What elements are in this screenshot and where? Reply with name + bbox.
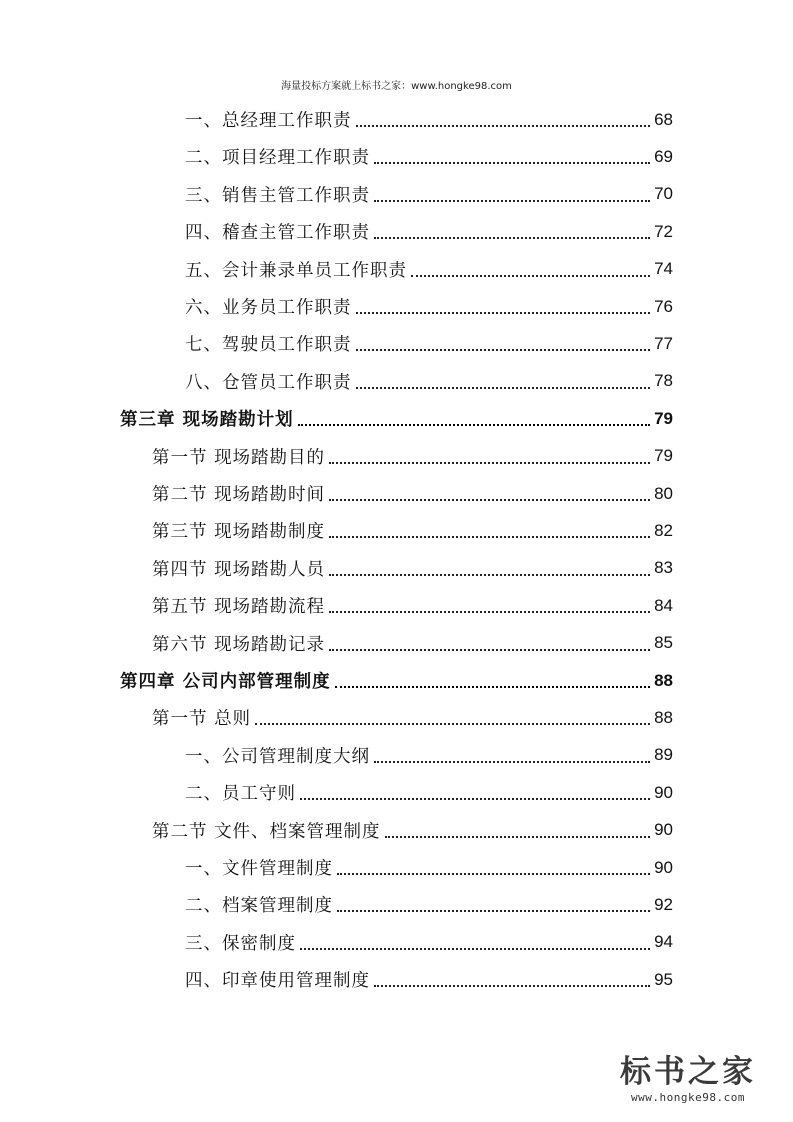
toc-entry[interactable] [152, 699, 673, 736]
toc-page-number: 83 [654, 558, 673, 578]
toc-page-number: 68 [654, 109, 673, 129]
toc-dot-leader [329, 648, 650, 651]
toc-entry-label: 第五节 现场踏勘流程 [152, 597, 326, 618]
toc-entry[interactable] [185, 138, 673, 175]
toc-entry[interactable] [185, 774, 673, 811]
watermark-logo [603, 1046, 773, 1104]
toc-dot-leader [385, 835, 651, 838]
toc-entry-label: 第六节 现场踏勘记录 [152, 634, 326, 655]
toc-entry[interactable] [152, 512, 673, 549]
toc-entry[interactable] [152, 587, 673, 624]
toc-page-number: 95 [654, 969, 673, 989]
toc-entry[interactable] [152, 550, 673, 587]
toc-entry-label: 第二节 文件、档案管理制度 [152, 821, 381, 842]
toc-dot-leader [329, 573, 650, 576]
toc-page-number: 90 [654, 857, 673, 877]
toc-entry[interactable] [185, 924, 673, 961]
toc-page-number: 74 [654, 259, 673, 279]
toc-dot-leader [356, 124, 651, 127]
toc-entry[interactable] [185, 251, 673, 288]
toc-page-number: 70 [654, 184, 673, 204]
toc-entry[interactable] [185, 213, 673, 250]
toc-dot-leader [329, 610, 650, 613]
toc-dot-leader [337, 872, 650, 875]
toc-dot-leader [356, 386, 651, 389]
toc-entry-label: 三、保密制度 [185, 933, 296, 954]
page-header: 海量投标方案就上标书之家：www.hongke98.com [281, 81, 512, 92]
toc-page-number: 85 [654, 633, 673, 653]
toc-dot-leader [300, 947, 650, 950]
toc-page-number: 78 [654, 371, 673, 391]
toc-dot-leader [335, 685, 650, 688]
toc-page-number: 94 [654, 932, 673, 952]
toc-dot-leader [356, 311, 651, 314]
toc-entry-label: 第四章 公司内部管理制度 [120, 672, 331, 692]
toc-entry[interactable] [152, 475, 673, 512]
toc-dot-leader [329, 535, 650, 538]
toc-page-number: 79 [654, 408, 673, 428]
toc-entry-label: 第三节 现场踏勘制度 [152, 522, 326, 543]
toc-dot-leader [374, 236, 650, 239]
logo-text: 标书之家 [620, 1054, 756, 1090]
toc-dot-leader [374, 199, 650, 202]
toc-entry-label: 二、档案管理制度 [185, 896, 333, 917]
logo-url: www.hongke98.com [631, 1091, 745, 1104]
toc-entry[interactable] [185, 961, 673, 998]
toc-page-number: 82 [654, 520, 673, 540]
toc-dot-leader [374, 760, 650, 763]
toc-dot-leader [356, 348, 651, 351]
toc-entry-label: 二、员工守则 [185, 784, 296, 805]
toc-dot-leader [411, 274, 650, 277]
toc-entry-label: 四、稽查主管工作职责 [185, 223, 370, 244]
toc-entry-label: 第一节 总则 [152, 709, 252, 730]
toc-entry-label: 一、公司管理制度大纲 [185, 746, 370, 767]
toc-page-number: 76 [654, 296, 673, 316]
toc-page-number: 79 [654, 446, 673, 466]
toc-chapter-entry[interactable] [120, 400, 673, 437]
toc-entry[interactable] [152, 812, 673, 849]
toc-page-number: 88 [654, 670, 673, 690]
toc-dot-leader [374, 984, 650, 987]
toc-page-number: 77 [654, 333, 673, 353]
toc-entry-label: 三、销售主管工作职责 [185, 185, 370, 206]
toc-entry-label: 四、印章使用管理制度 [185, 971, 370, 992]
toc-entry[interactable] [152, 438, 673, 475]
toc-entry[interactable] [185, 849, 673, 886]
toc-entry-label: 六、业务员工作职责 [185, 298, 352, 318]
toc-entry-label: 五、会计兼录单员工作职责 [185, 260, 407, 281]
toc-dot-leader [298, 423, 650, 426]
toc-entry-label: 二、项目经理工作职责 [185, 148, 370, 169]
toc-entry-label: 第四节 现场踏勘人员 [152, 559, 326, 580]
toc-entry-label: 第二节 现场踏勘时间 [152, 485, 326, 505]
toc-dot-leader [374, 161, 650, 164]
toc-page-number: 88 [654, 707, 673, 727]
toc-page-number: 80 [654, 483, 673, 503]
toc-dot-leader [329, 498, 650, 501]
toc-page-number: 69 [654, 146, 673, 166]
toc-dot-leader [329, 461, 650, 464]
toc-entry[interactable] [185, 363, 673, 400]
toc-dot-leader [337, 909, 650, 912]
toc-entry[interactable] [185, 886, 673, 923]
toc-dot-leader [300, 797, 650, 800]
toc-page-number: 90 [654, 820, 673, 840]
toc-entry[interactable] [185, 737, 673, 774]
toc-entry-label: 七、驾驶员工作职责 [185, 335, 352, 356]
toc-entry[interactable] [185, 288, 673, 325]
toc-page-number: 92 [654, 894, 673, 914]
toc-entry[interactable] [185, 325, 673, 362]
toc-page-number: 89 [654, 745, 673, 765]
toc-entry-label: 一、文件管理制度 [185, 859, 333, 879]
toc-entry-label: 第三章 现场踏勘计划 [120, 410, 294, 431]
toc-entry-label: 第一节 现场踏勘目的 [152, 447, 326, 468]
toc-entry[interactable] [152, 625, 673, 662]
toc-page-number: 84 [654, 595, 673, 615]
toc-entry-label: 一、总经理工作职责 [185, 111, 352, 131]
toc-page-number: 72 [654, 221, 673, 241]
toc-entry[interactable] [185, 101, 673, 138]
toc-entry[interactable] [185, 176, 673, 213]
toc-dot-leader [255, 722, 650, 725]
toc-entry-label: 八、仓管员工作职责 [185, 372, 352, 393]
toc-chapter-entry[interactable] [120, 662, 673, 699]
toc-page-number: 90 [654, 782, 673, 802]
